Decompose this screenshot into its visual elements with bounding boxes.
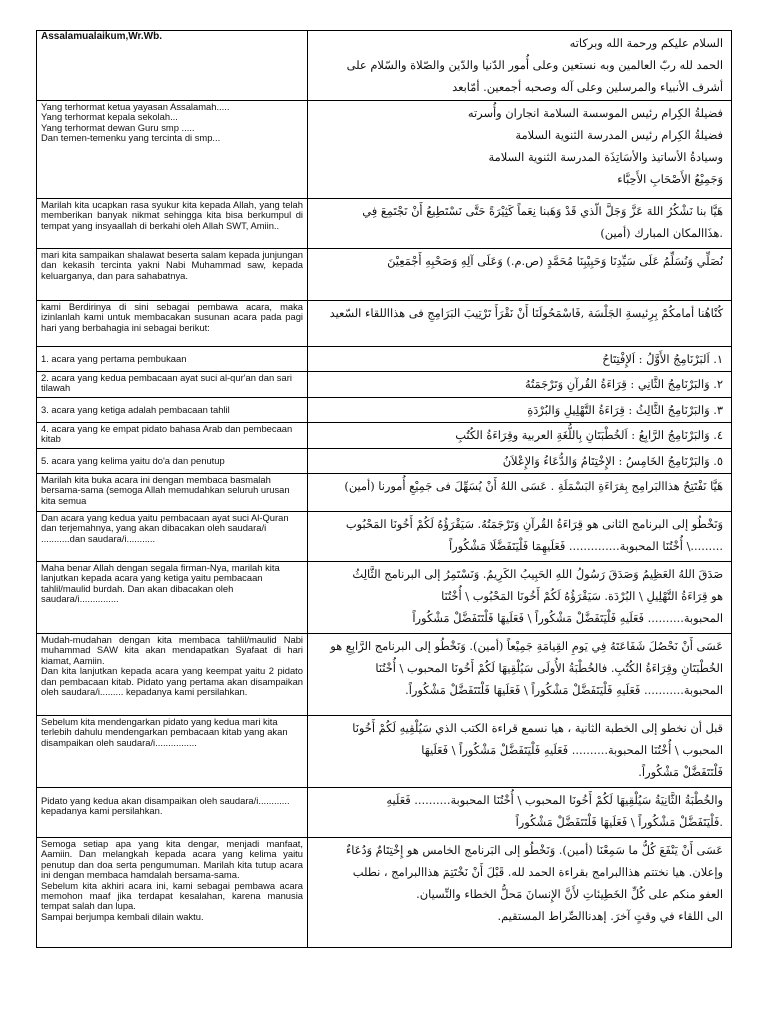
arabic-line: العفو منكم على كُلِّ الخَطِيئاتِ لأَنَّ الإِنسانَ مَحلُّ الخطاء والنِّسيان. xyxy=(416,887,723,901)
indonesian-cell: Marilah kita buka acara ini dengan membaca basmalah bersama-sama (semoga Allah memudahkan seluruh urusan kita semua xyxy=(37,474,308,512)
arabic-line: هَيَّا بنا نَشْكُرُ اللهَ عَزَّ وَجَلَّ الّذي قَدْ وَهَبنا نِعَماً كَثِيْرَةً حَتَّى نَسْتَطِيعُ أَنْ نَجْتَمِعَ فِي xyxy=(362,204,723,218)
arabic-cell xyxy=(308,199,732,249)
arabic-cell xyxy=(308,562,732,634)
table-row xyxy=(37,634,732,716)
arabic-line: .........\ أُخْتُنَا المحبوبة.............. فَعَلَيهِمَا فَلْيَتَفَضَّلَا مَشْكُوراً xyxy=(448,539,723,553)
arabic-line: صَدَقَ اللهُ العَظِيمُ وَصَدَقَ رَسُولُ اللهِ الحَبِيبُ الكَرِيمُ. وَنَسْتَمِرُ إلى البرنامج الثَّالِثُ xyxy=(352,567,723,581)
arabic-line: .فَلْيَتَفَضَّلْ مَشْكُوراً \ فَعَلَيهَا فَلْتَتَفَضَّلْ مَشْكُوراً xyxy=(515,815,723,829)
indonesian-line: Yang terhormat dewan Guru smp ..... xyxy=(41,121,195,133)
arabic-line: ٣. وَالبَرْنَامِجُ الثَّالِثُ : قِرَاءَةُ التَّهْلِيلِ وَالبُرْدَةِ xyxy=(527,403,723,417)
arabic-line: هَيَّا نَفْتَتِحُ هذاالبَرامِج بِقرَاءَةِ البَسْمَلَةِ . عَسَى اللهُ أَنْ يُسَهِّلَ فى جَمِيْعِ أُمورنا (أمين) xyxy=(344,479,723,493)
arabic-line: الخُطْبَتَانِ وقِرَاءَةُ الكُتُبِ. فالخُطْبَةُ الأُولَى سَيُلْقِيهَا لَكُمْ أَخُونَا المحبوب \ أُخْتُنَا xyxy=(375,661,723,675)
indonesian-cell: 4. acara yang ke empat pidato bahasa Arab dan pembecaan kitab xyxy=(37,423,308,449)
arabic-line: هو قِرَاءَةُ التَّهْلِيلِ \ البُرْدَة. سَيَقْرَؤُهُ لَكُمْ أَخُونَا المَحْبُوب \ أُخْتُنَا xyxy=(441,589,723,603)
indonesian-cell: 2. acara yang kedua pembacaan ayat suci al-qur'an dan sari tilawah xyxy=(37,372,308,398)
arabic-cell xyxy=(308,423,732,449)
arabic-cell xyxy=(308,398,732,423)
arabic-line: المحبوبة........... فَعَلَيهِ فَلْيَتَفَضَّلْ مَشْكُوراً \ فَعَلَيهَا فَلْتَتَفَضَّلْ مَشْكُوراً. xyxy=(405,683,723,697)
indonesian-cell: 1. acara yang pertama pembukaan xyxy=(37,347,308,372)
table-row xyxy=(37,31,732,101)
table-row xyxy=(37,398,732,423)
indonesian-cell: kami Berdirinya di sini sebagai pembawa acara, maka izinlanlah kami untuk membacakan susunan acara pada pagi hari yang berbahagia ini sebagai berikut: xyxy=(37,301,308,347)
table-row xyxy=(37,249,732,301)
indonesian-cell xyxy=(37,31,308,101)
arabic-line: فضيلةُ الكِرام رئيس المدرسة الثنوية السلامة xyxy=(515,128,723,142)
arabic-cell xyxy=(308,301,732,347)
indonesian-line: Yang terhormat ketua yayasan Assalamah..... xyxy=(41,101,230,112)
indonesian-line: Sebelum kita akhiri acara ini, kami sebagai pembawa acara memohon maaf jika terdapat kesalahan, karena manusia tempat salah dan lupa. xyxy=(41,879,306,912)
arabic-line: ١. اَلبَرْنَامِجُ الأَوَّلُ : اَلإِفْتِتَاحُ xyxy=(602,352,723,366)
table-row xyxy=(37,347,732,372)
arabic-cell xyxy=(308,347,732,372)
indonesian-cell xyxy=(37,101,308,199)
indonesian-line: Dan temen-temenku yang tercinta di smp... xyxy=(41,132,221,144)
indonesian-cell xyxy=(37,838,308,948)
arabic-line: ٤. وَالبَرْنَامِجُ الرَّابِعُ : اَلخُطْبَتَانِ بِاللُّغَةِ العربية وقِرَاءَةُ الكُتُبِ xyxy=(455,428,723,442)
arabic-line: المحبوبة.......... فَعَلَيهِ فَلْيَتَفَضَّلْ مَشْكُوراً \ فَعَلَيهَا فَلْتَتَفَضَّلْ مَشْكُوراً xyxy=(412,611,723,625)
indonesian-cell: Dan acara yang kedua yaitu pembacaan ayat suci Al-Quran dan terjemahnya, yang akan dibacakan oleh saudara/i ...........dan saudara/i........... xyxy=(37,512,308,562)
arabic-line: نُصَلِّي وَنُسَلِّمُ عَلَى سَيِّدِنَا وَحَبِيْبِنَا مُحَمَّدٍ (ص.م.) وَعَلَى آلِهِ وَصَحْبِهِ أَجْمَعِيْنَ xyxy=(387,254,723,268)
indonesian-line: Semoga setiap apa yang kita dengar, menjadi manfaat, Aamiin. Dan melangkah kepada acara yang kelima yaitu penutup dan doa serta pengumuman. Marilah kita tutup acara ini dengan membaca hamdalah bersama-sama. xyxy=(41,838,306,881)
indonesian-cell: Marilah kita ucapkan rasa syukur kita kepada Allah, yang telah memberikan banyak nikmat sehingga kita bisa berkumpul di tempat yang insyaallah di berkahi oleh Allah SWT, Amiin.. xyxy=(37,199,308,249)
arabic-cell xyxy=(308,634,732,716)
arabic-line: ٢. وَالبَرْنَامِجُ الثَّانِي : قِرَاءَةُ القُرآنِ وَتَرْجَمَتُهُ xyxy=(524,377,723,391)
indonesian-cell xyxy=(37,634,308,716)
table-row xyxy=(37,449,732,474)
arabic-cell xyxy=(308,249,732,301)
table-row xyxy=(37,199,732,249)
table-row xyxy=(37,788,732,838)
arabic-line: كُنْاهُنا أمامكُمْ بِرِئيسةِ الجَلْسَة ,فَاسْمَحُولَنَا أَنْ نَقْرَأَ تَرْتِيبَ البَرَامِجِ فى هذااللقاء السّعيد xyxy=(329,306,723,320)
indonesian-line: Yang terhormat kepala sekolah... xyxy=(41,111,178,123)
table-row xyxy=(37,562,732,634)
table-row xyxy=(37,301,732,347)
greeting-text: Assalamualaikum,Wr.Wb. xyxy=(41,31,162,42)
arabic-cell xyxy=(308,101,732,199)
table-row xyxy=(37,474,732,512)
indonesian-line: Mudah-mudahan dengan kita membaca tahlil/maulid Nabi muhammad SAW kita akan mendapatkan Syafaat di hari kiamat, Aamiin. xyxy=(41,634,306,666)
indonesian-cell: Pidato yang kedua akan disampaikan oleh saudara/i............ kepadanya kami persilahkan. xyxy=(37,788,308,838)
arabic-cell xyxy=(308,512,732,562)
arabic-line: عَسَى أَنْ نَحْصُلَ شَفَاعَتَهُ فِي يَومِ القِيامَةِ جَمِيْعاً (أمين). وَنَخْطُو إلى البرنامج الرَّابِعِ هو xyxy=(330,639,723,653)
arabic-cell xyxy=(308,372,732,398)
arabic-line: وإعلان. هيا نختتم هذاالبرامج بقراءة الحمد لله. قَبْلَ أَنْ نَخْتَتِمَ هذاالبرامج ، نطلب xyxy=(352,865,723,879)
table-row xyxy=(37,512,732,562)
indonesian-cell: Maha benar Allah dengan segala firman-Nya, marilah kita lanjutkan kepada acara yang ketiga yaitu pembacaan tahlil/maulid burdah. Dan akan dibacakan oleh saudara/i............... xyxy=(37,562,308,634)
indonesian-line: Sampai berjumpa kembali dilain waktu. xyxy=(41,910,204,922)
arabic-line: وَنَخْطُو إلى البرنامج الثانى هو قِرَاءَةُ القُرآنِ وَتَرْجَمَتُهُ. سَيَقْرَؤُهُ لَكُمْ أَخُونَا المَحْبُوب xyxy=(345,517,723,531)
table-row xyxy=(37,838,732,948)
arabic-cell xyxy=(308,474,732,512)
arabic-line: ٥. وَالبَرْنَامِجُ الخَامِسُ : الإِخْتِتَامُ وَالدُّعَاءُ وَالإِعْلاَنُ xyxy=(502,454,723,468)
table-row xyxy=(37,423,732,449)
indonesian-cell: 5. acara yang kelima yaitu do'a dan penutup xyxy=(37,449,308,474)
arabic-line: المحبوب \ أُخْتُنَا المحبوبة.......... فَعَلَيهِ فَلْيَتَفَضَّلْ مَشْكُوراً \ فَعَلَيهَا xyxy=(421,743,723,757)
arabic-cell xyxy=(308,31,732,101)
arabic-line: السلام عليكم ورحمة الله وبركاته xyxy=(569,36,723,50)
arabic-cell xyxy=(308,788,732,838)
arabic-line: أشرف الأنبياء والمرسلين وعلى آله وصحبه أجمعين. أمّابعد xyxy=(452,80,723,94)
indonesian-line: Dan kita lanjutkan kepada acara yang keempat yaitu 2 pidato dan pembacaan kitab. Pidato yang pertama akan disampaikan oleh saudara/i......... kepadanya kami persilahkan. xyxy=(41,665,306,698)
arabic-cell xyxy=(308,838,732,948)
arabic-line: .هذَاالمكان المبارك (أمين) xyxy=(600,226,723,240)
speech-script-table xyxy=(36,30,732,948)
indonesian-cell: mari kita sampaikan shalawat beserta salam kepada junjungan dan kekasih tercinta yakni Nabi Muhammad saw, kepada keluarganya, dan para sahabatnya. xyxy=(37,249,308,301)
indonesian-cell: Sebelum kita mendengarkan pidato yang kedua mari kita terlebih dahulu mendengarkan pembacaan kitab yang akan disampaikan oleh saudara/i................ xyxy=(37,716,308,788)
table-row xyxy=(37,372,732,398)
arabic-cell xyxy=(308,716,732,788)
indonesian-cell: 3. acara yang ketiga adalah pembacaan tahlil xyxy=(37,398,308,423)
table-row xyxy=(37,716,732,788)
arabic-line: فضيلةُ الكِرام رئيس الموسسة السلامة انجاران وأُسرته xyxy=(467,106,723,120)
arabic-line: عَسَى أَنْ يَنْفَعَ كُلُّ ما سَمِعْنَا (أمين). وَنَخْطُو إلى البَرنامج الخامس هو إِخْتِتَامٌ وَدُعَاءٌ xyxy=(345,843,723,857)
arabic-line: الحمد لله ربّ العالمين وبه نستعين وعلى أُمور الدّنيا والدّين والصّلاة والسّلام على xyxy=(346,58,723,72)
arabic-line: وسيادةُ الأساتيذ والأسَاتِذَة المدرسة الثنوية السلامة xyxy=(488,150,723,164)
arabic-line: قبل أن نخطو إلى الخطبة الثانية ، هيا نسمع قراءة الكتب الذي سَيُلْقِيهِ لَكُمْ أَخُونَا xyxy=(352,721,723,735)
arabic-line: فَلْتَتَفَضَّلْ مَشْكُوراً. xyxy=(638,765,723,779)
table-row xyxy=(37,101,732,199)
arabic-line: والخُطْبَةُ الثَّانِيَةُ سَيُلْقِيهَا لَكُمْ أَخُونَا المحبوب \ أُخْتُنَا المحبوبة.......... فَعَلَيهِ xyxy=(386,793,723,807)
arabic-line: وَجَمِيْعُ الأَصْحَابِ الأَحِبَّاء xyxy=(617,172,723,186)
arabic-line: الى اللقاء في وقتٍ آخرَ. إهدناالصِّراط المستقيم. xyxy=(497,909,723,923)
arabic-cell xyxy=(308,449,732,474)
